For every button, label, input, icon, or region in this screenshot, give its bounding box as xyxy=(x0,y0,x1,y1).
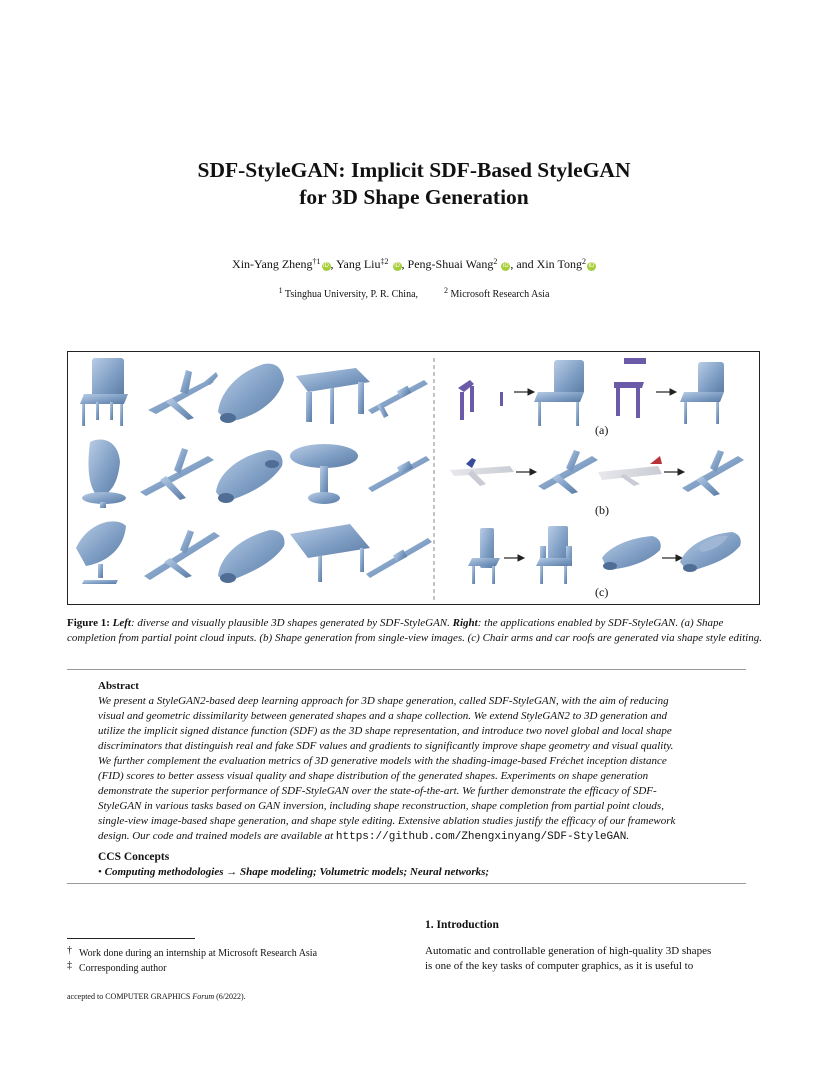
divider-rule xyxy=(67,883,746,884)
airplane-shape xyxy=(148,370,218,420)
affiliation-name: Tsinghua University, P. R. China, xyxy=(284,289,419,300)
code-url-link[interactable]: https://github.com/Zhengxinyang/SDF-StyleGAN xyxy=(335,831,627,843)
author-name: Xin-Yang Zheng xyxy=(232,257,313,271)
caption-right-text: : the applications enabled by SDF-StyleGAN. (a) Shape completion from partial point cloud inputs. (b) Shape generation from single-view images. (c) Chair arms and car roofs are generated via shape style editing. xyxy=(67,617,762,644)
car-shape xyxy=(216,450,282,503)
arrow-icon xyxy=(514,389,534,395)
abstract-line: We further complement the evaluation metrics of 3D generative models with the shading-image-based Fréchet inception distance xyxy=(98,755,667,767)
orcid-icon[interactable]: iD xyxy=(323,263,329,269)
completed-chair-shape xyxy=(534,360,584,426)
author-name: Peng-Shuai Wang xyxy=(407,257,494,271)
arrow-icon xyxy=(504,555,524,561)
chair-shape xyxy=(80,358,128,426)
subfigure-label-a: (a) xyxy=(595,423,609,437)
intro-paragraph xyxy=(425,944,747,974)
partial-point-cloud xyxy=(458,380,503,420)
author-affiliation-mark: 2 xyxy=(581,257,586,266)
intro-line: Automatic and controllable generation of high-quality 3D shapes xyxy=(425,945,712,957)
section-heading: 1. Introduction xyxy=(425,919,499,931)
author-affiliation-mark: 2 xyxy=(493,257,498,266)
publication-note-prefix: accepted to COMPUTER GRAPHICS xyxy=(67,992,193,1001)
arrow-icon xyxy=(656,389,676,395)
abstract-body xyxy=(98,694,728,845)
subfigure-label-c: (c) xyxy=(595,585,609,599)
table-shape xyxy=(296,368,370,424)
source-chair-shape xyxy=(468,528,500,584)
edited-chair-shape xyxy=(536,526,572,584)
footnote-mark: † xyxy=(67,945,72,956)
arrow-icon xyxy=(664,469,684,475)
abstract-line: (FID) scores to better assess visual quality and shape distribution of the generated shapes. Experiments on shape generation xyxy=(98,770,649,782)
source-car-shape xyxy=(602,536,661,570)
table-shape xyxy=(290,524,370,582)
arrow-right-icon: → xyxy=(226,866,238,878)
input-image-airplane xyxy=(598,456,662,486)
abstract-line: demonstrate the superior performance of SDF-StyleGAN over the state-of-the-art. We further demonstrate the efficacy of SDF- xyxy=(98,785,657,797)
edited-car-shape xyxy=(680,532,741,572)
rifle-shape xyxy=(366,538,432,578)
figure-illustration xyxy=(68,352,759,604)
generated-airplane-shape xyxy=(538,450,598,494)
abstract-line: We present a StyleGAN2-based deep learning approach for 3D shape generation, called SDF-StyleGAN, with the aim of reducing xyxy=(98,695,669,707)
footnote-rule xyxy=(67,938,195,939)
abstract-line: StyleGAN in various tasks based on GAN inversion, including shape reconstruction, shape completion from partial point clouds, xyxy=(98,800,664,812)
publication-note xyxy=(67,992,246,1001)
author-name: Xin Tong xyxy=(536,257,582,271)
footnote xyxy=(67,959,167,976)
ccs-concepts xyxy=(98,865,728,880)
footnote-text: Work done during an internship at Microsoft Research Asia xyxy=(79,948,318,959)
paper-title-line-1: SDF-StyleGAN: Implicit SDF-Based StyleGAN xyxy=(197,158,631,182)
footnote-mark: ‡ xyxy=(67,960,72,971)
affiliations xyxy=(0,288,828,302)
caption-right-word: Right xyxy=(452,617,478,629)
ccs-subjects: Shape modeling; Volumetric models; Neural networks; xyxy=(240,866,490,878)
abstract-last-line: design. Our code and trained models are available at xyxy=(98,830,336,842)
abstract-line: discriminators that distinguish real and fake SDF values and gradients to significantly improve shape geometry and visual quality. xyxy=(98,740,674,752)
divider-rule xyxy=(67,669,746,670)
intro-line: is one of the key tasks of computer graphics, as it is useful to xyxy=(425,960,694,972)
chair-shape xyxy=(82,439,126,508)
completed-chair-shape xyxy=(680,362,724,424)
abstract-line xyxy=(98,829,728,845)
affiliation-mark: 1 xyxy=(278,286,283,295)
airplane-shape xyxy=(140,448,214,500)
abstract-period: . xyxy=(626,830,630,842)
car-shape xyxy=(218,530,284,583)
orcid-icon[interactable]: iD xyxy=(588,263,595,269)
abstract-line: single-view image-based shape generation, and shape style editing. Extensive ablation studies justify the efficacy of our framework xyxy=(98,815,676,827)
author-list: Xin-Yang Zheng$^{\dagger 1}$ iD , Yang Liu$^{\ddagger 2}$ iD , Peng-Shuai Wang$^2$ iD , and Xin Tong$^2$ iD xyxy=(232,257,595,271)
figure-label: Figure 1: xyxy=(67,617,110,629)
arrow-icon xyxy=(662,555,682,561)
author-conjunction: and xyxy=(516,257,537,271)
partial-point-cloud xyxy=(614,358,646,418)
author-affiliation-mark: †1 xyxy=(312,257,321,266)
figure-caption xyxy=(67,616,763,646)
input-image-airplane xyxy=(450,458,514,486)
table-shape xyxy=(290,444,358,504)
arrow-icon xyxy=(516,469,536,475)
paper-title-line-2: for 3D Shape Generation xyxy=(299,185,529,209)
abstract-heading: Abstract xyxy=(98,680,139,692)
orcid-icon[interactable]: iD xyxy=(503,263,509,269)
author-affiliation-mark: ‡2 xyxy=(380,257,389,266)
rifle-shape xyxy=(368,456,430,492)
chair-shape xyxy=(76,521,126,584)
author-name: Yang Liu xyxy=(336,257,381,271)
caption-left-word: Left xyxy=(112,617,131,629)
rifle-shape xyxy=(368,380,428,418)
footnote-text: Corresponding author xyxy=(79,963,167,974)
affiliation-mark: 2 xyxy=(444,286,449,295)
abstract-section xyxy=(98,679,728,880)
publication-note-suffix: (6/2022). xyxy=(214,992,246,1001)
orcid-icon[interactable]: iD xyxy=(394,263,400,269)
bullet: • xyxy=(98,866,102,878)
car-shape xyxy=(218,364,284,423)
journal-name: Forum xyxy=(192,992,215,1001)
teaser-figure xyxy=(67,351,760,605)
generated-airplane-shape xyxy=(682,450,744,496)
ccs-category: Computing methodologies xyxy=(104,866,224,878)
abstract-line: utilize the implicit signed distance function (SDF) as the 3D shape representation, and introduce two novel global and local shape xyxy=(98,725,672,737)
caption-left-text: : diverse and visually plausible 3D shapes generated by SDF-StyleGAN. xyxy=(130,617,453,629)
subfigure-label-b: (b) xyxy=(595,503,609,517)
affiliation-name: Microsoft Research Asia xyxy=(450,289,550,300)
ccs-heading: CCS Concepts xyxy=(98,851,170,863)
airplane-shape xyxy=(144,530,220,580)
abstract-line: visual and geometric dissimilarity between generated shapes and a shape collection. We extend StyleGAN2 to 3D generation and xyxy=(98,710,668,722)
